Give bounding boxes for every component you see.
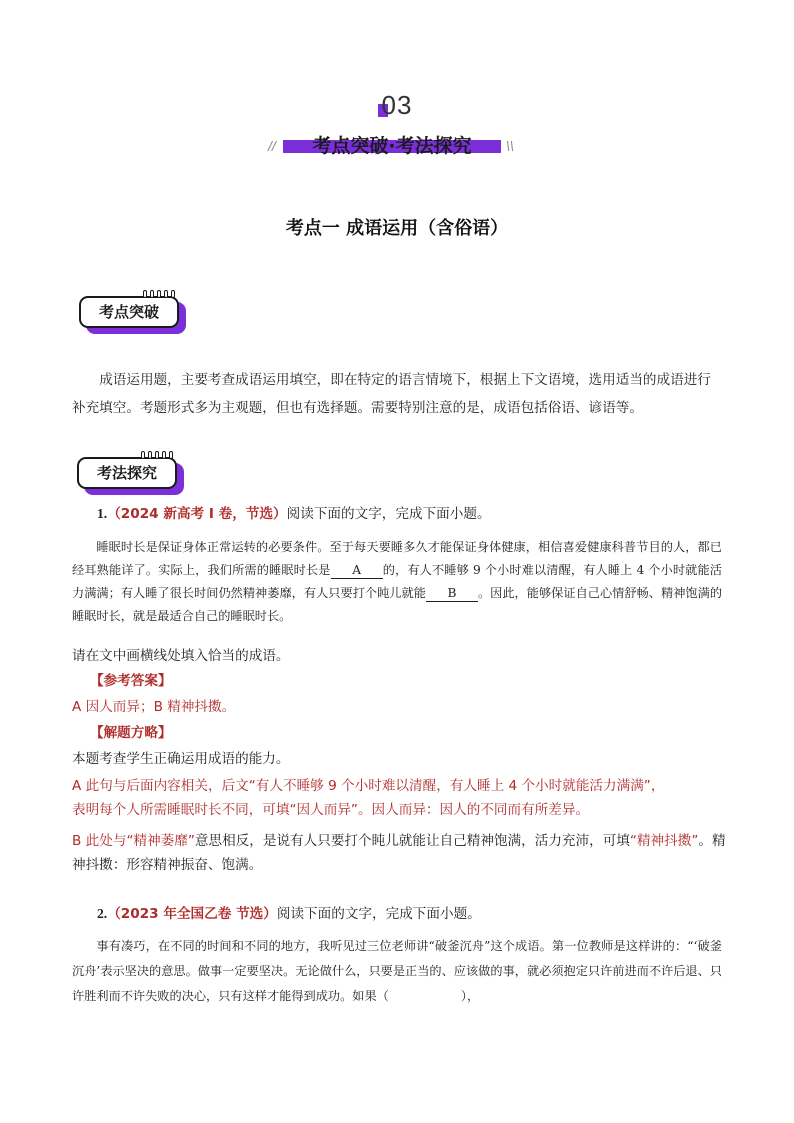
question-2-title bbox=[97, 904, 481, 924]
blank-a: A bbox=[331, 562, 383, 579]
analysis-label: 【解题方略】 bbox=[90, 725, 172, 741]
passage-text: 。因此，能够保证自己心情舒畅、精神饱满的睡眠时长，就是最适合自己的睡眠时长。 bbox=[72, 586, 723, 623]
analysis-text: 表明每个人所需睡眠时长不同，可填 bbox=[72, 802, 290, 818]
section-number: 03 bbox=[381, 90, 413, 120]
question-prompt: 阅读下面的文字，完成下面小题。 bbox=[286, 506, 491, 522]
question-2-passage bbox=[72, 934, 722, 1009]
analysis-quote: “因人而异” bbox=[289, 802, 358, 818]
question-1-passage bbox=[72, 536, 722, 628]
passage-text: ）， bbox=[460, 989, 480, 1003]
question-number: 2. bbox=[97, 906, 108, 921]
analysis-quote: “精神萎靡” bbox=[126, 833, 195, 849]
analysis-quote: “精神抖擞” bbox=[629, 833, 699, 849]
page-title: 考点一 成语运用（含俗语） bbox=[285, 218, 509, 239]
passage-text: 的，有人不睡够 9 个小时难以清醒，有人睡上 4 个小时就能活力满满；有人睡了很长时间仍然精神萎靡，有人只要打个盹儿就能 bbox=[72, 563, 722, 600]
question-source: （2023 年全国乙卷 节选） bbox=[107, 906, 277, 922]
banner-title: 考点突破·考法探究 bbox=[312, 135, 472, 157]
analysis-text: 意思相反，是说有人只要打个盹儿就能让自己精神饱满，活力充沛，可填 bbox=[194, 833, 630, 849]
banner-slash-left: // bbox=[268, 138, 276, 154]
question-number: 1. bbox=[97, 506, 108, 521]
passage-text: 事有凑巧，在不同的时间和不同的地方，我听见过三位老师讲“破釜沉舟”这个成语。第一位教师是这样讲的：“‘破釜沉舟’表示坚决的意思。做事一定要坚决。无论做什么，只要是正当的、应该做的事，就必须抱定只许前进而不许后退、只许胜利而不许失败的决心，只有这样才能得到成功。如果（ bbox=[72, 939, 722, 1003]
notebook-rings-icon bbox=[141, 451, 173, 459]
analysis-part-b bbox=[72, 829, 728, 877]
answer-text: A 因人而异；B 精神抖擞。 bbox=[72, 699, 236, 715]
analysis-text: A 此句与后面内容相关，后文“有人不睡够 9 个小时难以清醒，有人睡上 4 个小时就能活力满满”， bbox=[72, 778, 665, 794]
intro-paragraph: 成语运用题，主要考查成语运用填空，即在特定的语言情境下，根据上下文语境，选用适当的成语进行补充填空。考题形式多为主观题，但也有选择题。需要特别注意的是，成语包括俗语、谚语等。 bbox=[72, 372, 711, 416]
analysis-part-a bbox=[72, 774, 728, 822]
tag-label: 考点突破 bbox=[79, 296, 179, 328]
section-banner bbox=[283, 131, 501, 157]
analysis-text: B 此处与 bbox=[72, 833, 127, 849]
question-1-instruction: 请在文中画横线处填入恰当的成语。 bbox=[72, 648, 290, 664]
passage-text: 睡眠时长是保证身体正常运转的必要条件。至于每天要睡多久才能保证身体健康，相信喜爱健康科普节目的人，都已经耳熟能详了。实际上，我们所需的睡眠时长是 bbox=[72, 540, 722, 577]
blank-b: B bbox=[426, 585, 478, 602]
banner-slash-right: \\ bbox=[506, 138, 514, 154]
analysis-text: 。精神抖擞：形容精神振奋、饱满。 bbox=[72, 833, 726, 873]
tag-kaodian-tupo bbox=[79, 296, 183, 329]
question-1-title bbox=[97, 504, 491, 524]
tag-kaofa-tanjiu bbox=[77, 457, 181, 490]
tag-label: 考法探究 bbox=[77, 457, 177, 489]
answer-label: 【参考答案】 bbox=[90, 673, 172, 689]
notebook-rings-icon bbox=[143, 290, 175, 298]
question-prompt: 阅读下面的文字，完成下面小题。 bbox=[276, 906, 481, 922]
question-source: （2024 新高考 I 卷，节选） bbox=[107, 506, 287, 522]
analysis-intro: 本题考查学生正确运用成语的能力。 bbox=[72, 751, 290, 767]
analysis-text: 。因人而异：因人的不同而有所差异。 bbox=[357, 802, 590, 818]
